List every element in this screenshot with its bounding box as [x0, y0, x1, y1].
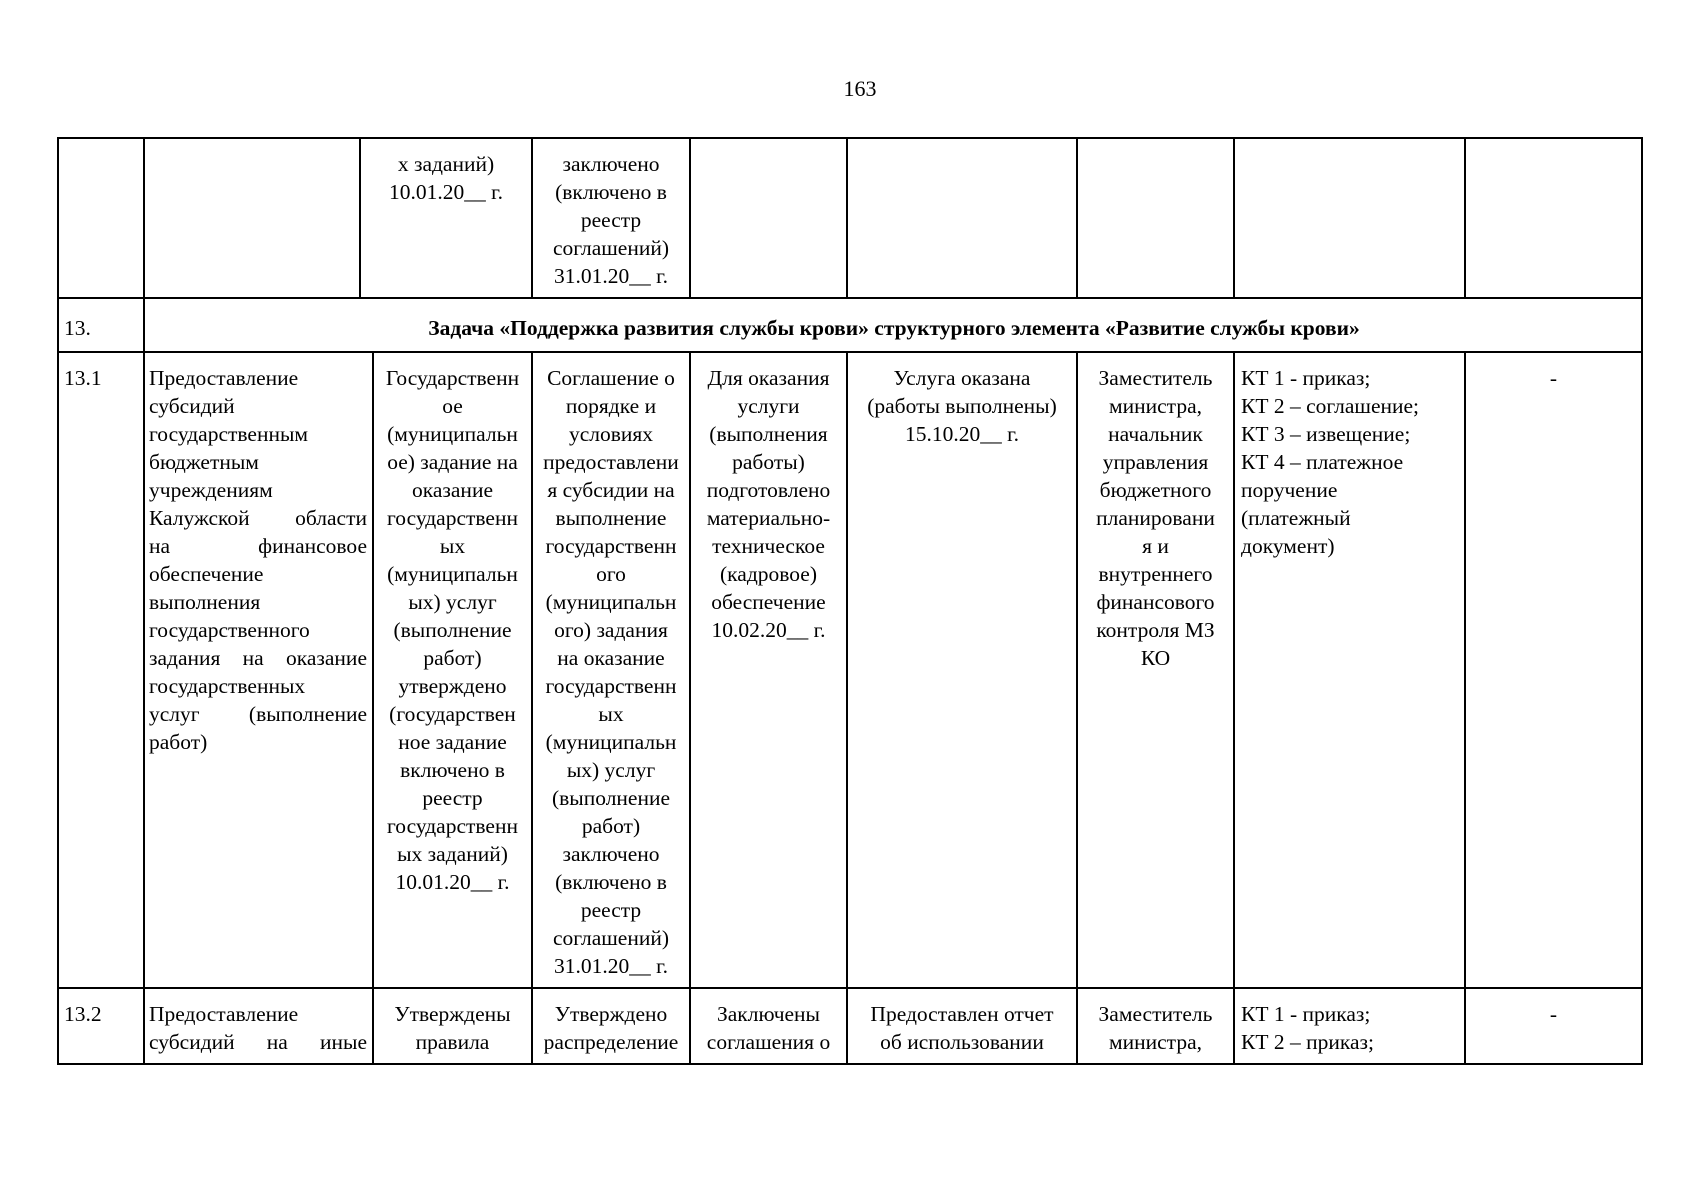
column-divider	[689, 137, 691, 299]
row-divider	[57, 987, 1643, 989]
table-border-top	[57, 137, 1643, 139]
row-13-2-number: 13.2	[64, 1002, 102, 1026]
row-13-2-col5: Заключены соглашения о	[706, 1002, 831, 1054]
event-line: государственных	[149, 674, 306, 698]
event-line: на финансовое	[149, 534, 367, 558]
row-13-2-col4: Утверждено распределение	[543, 1002, 679, 1054]
row-13-2-event	[149, 1000, 367, 1056]
event-line: задания на оказание	[149, 646, 367, 670]
row-13-1-col8: КТ 1 - приказ; КТ 2 – соглашение; КТ 3 – извещение; КТ 4 – платежное поручение (платежный документ)	[1241, 366, 1420, 558]
row-divider	[57, 351, 1643, 353]
row-13-2-col7: Заместитель министра,	[1098, 1002, 1213, 1054]
row-13-2-col9: -	[1549, 1002, 1558, 1026]
row-13-1-col9: -	[1549, 366, 1558, 390]
table-border-left	[57, 137, 59, 1065]
column-divider	[1464, 137, 1466, 299]
event-line: Предоставление	[149, 1002, 299, 1026]
table-border-right	[1641, 137, 1643, 1065]
event-line: услуг (выполнение	[149, 702, 367, 726]
cell-top-col4: заключено (включено в реестр соглашений) 31.01.20__ г.	[552, 152, 670, 288]
event-line: государственным	[149, 422, 309, 446]
event-line: работ)	[149, 730, 208, 754]
event-line: учреждениям	[149, 478, 273, 502]
column-divider	[1464, 351, 1466, 1065]
column-divider	[846, 137, 848, 299]
event-line: субсидий на иные	[149, 1030, 367, 1054]
column-divider	[1233, 137, 1235, 299]
row-13-2-col3: Утверждены правила	[394, 1002, 511, 1054]
column-divider	[846, 351, 848, 1065]
event-line: государственного	[149, 618, 310, 642]
event-line: обеспечение	[149, 562, 264, 586]
row-13-1-event	[149, 364, 367, 756]
row-13-1-col7: Заместитель министра, начальник управления бюджетного планировани я и внутреннего финансового контроля МЗ КО	[1096, 366, 1215, 670]
row-13-2-col6: Предоставлен отчет об использовании	[870, 1002, 1054, 1054]
cell-top-col3: х заданий) 10.01.20__ г.	[389, 152, 503, 204]
event-line: выполнения	[149, 590, 261, 614]
column-divider	[1076, 137, 1078, 299]
column-divider	[143, 137, 145, 1065]
row-13-1-col3: Государственн ое (муниципальн ое) задание на оказание государственн ых (муниципальн ых) услуг (выполнение работ) утверждено (государствен ное задание включено в реестр государственн ых заданий) 10.01.20__ г.	[385, 366, 520, 894]
task-title: Задача «Поддержка развития службы крови» структурного элемента «Развитие службы крови»	[428, 316, 1360, 340]
page-number: 163	[843, 76, 877, 101]
event-line: бюджетным	[149, 450, 259, 474]
table-border-bottom	[57, 1063, 1643, 1065]
task-number: 13.	[64, 316, 91, 340]
row-13-1-col4: Соглашение о порядке и условиях предоставлени я субсидии на выполнение государственн ого (муниципальн ого) задания на оказание государственн ых (муниципальн ых) услуг (выполнение работ) заключено (включено в реестр соглашений) 31.01.20__ г.	[543, 366, 679, 978]
row-divider	[57, 297, 1643, 299]
row-13-2-col8: КТ 1 - приказ; КТ 2 – приказ;	[1241, 1002, 1374, 1054]
event-line: Предоставление	[149, 366, 299, 390]
column-divider	[1233, 351, 1235, 1065]
event-line: Калужской области	[149, 506, 367, 530]
event-line: субсидий	[149, 394, 235, 418]
row-13-1-col6: Услуга оказана (работы выполнены) 15.10.20__ г.	[867, 366, 1057, 446]
row-13-1-number: 13.1	[64, 366, 102, 390]
row-13-1-col5: Для оказания услуги (выполнения работы) подготовлено материально- техническое (кадровое) обеспечение 10.02.20__ г.	[706, 366, 831, 642]
